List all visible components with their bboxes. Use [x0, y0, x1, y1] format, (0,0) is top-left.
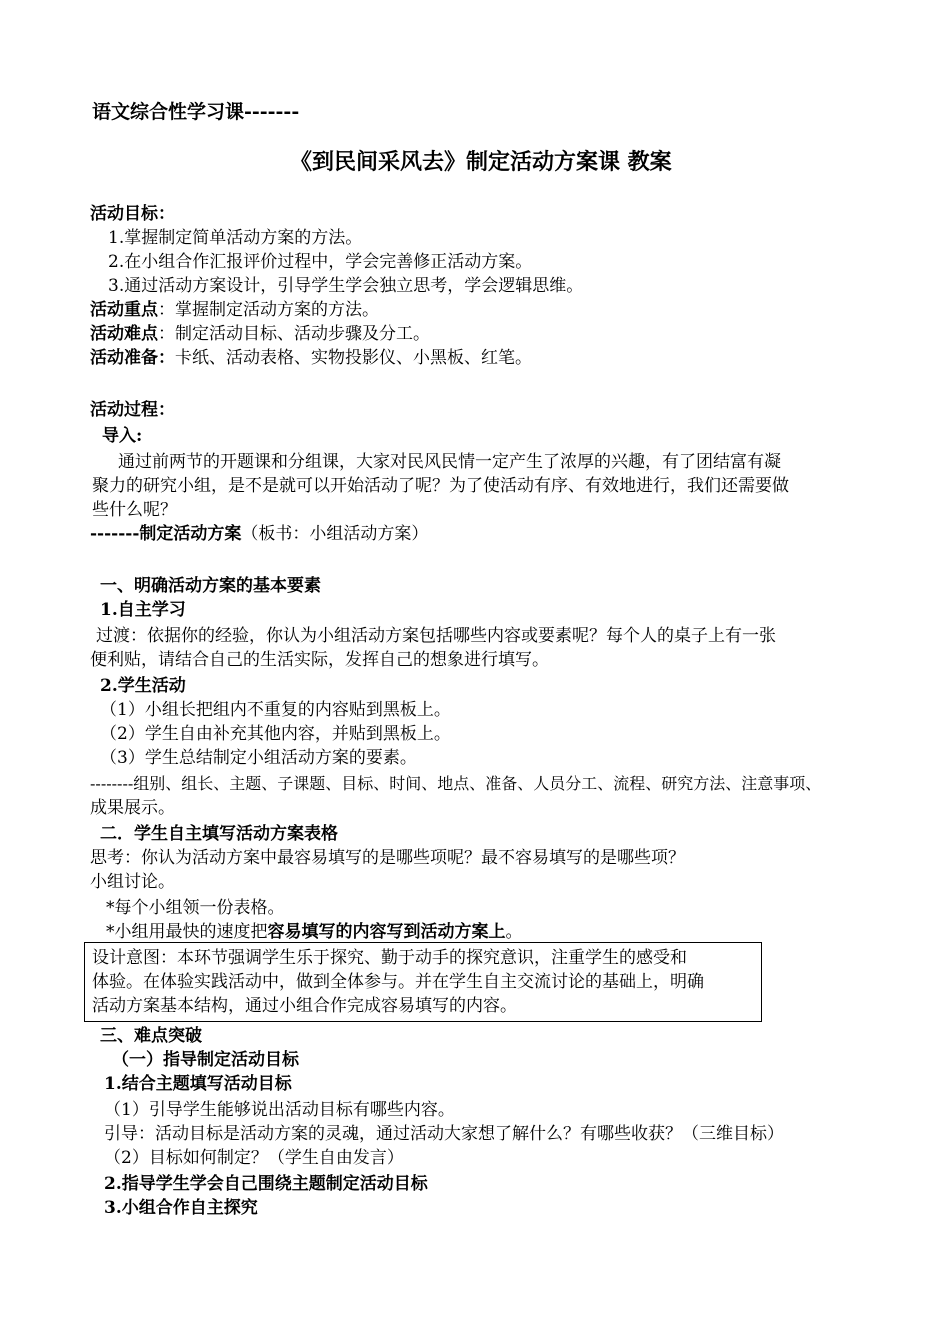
- goals-label: 活动目标：: [90, 204, 175, 224]
- transition-line: 便利贴，请结合自己的生活实际，发挥自己的想象进行填写。: [90, 650, 549, 670]
- section3-sub3: 3.小组合作自主探究: [104, 1198, 258, 1218]
- activity-item: （2）学生自由补充其他内容，并贴到黑板上。: [100, 724, 451, 744]
- elements-line: 成果展示。: [90, 798, 175, 818]
- course-heading: 语文综合性学习课-------: [92, 101, 300, 123]
- preparation-text: 卡纸、活动表格、实物投影仪、小黑板、红笔。: [175, 348, 532, 368]
- section3-heading: 三、难点突破: [100, 1026, 202, 1046]
- intro-label: 导入:: [102, 426, 143, 446]
- section1-sub1: 1.自主学习: [100, 600, 186, 620]
- goal-item: 3.通过活动方案设计，引导学生学会独立思考，学会逻辑思维。: [108, 276, 584, 296]
- section3-line: （2）目标如何制定？（学生自由发言）: [104, 1148, 404, 1168]
- page-title: 《到民间采风去》制定活动方案课 教案: [290, 149, 672, 175]
- section3-sub1: 1.结合主题填写活动目标: [104, 1074, 292, 1094]
- intro-paragraph-line: 通过前两节的开题课和分组课，大家对民风民情一定产生了浓厚的兴趣，有了团结富有凝: [118, 452, 781, 472]
- bullet-item: *每个小组领一份表格。: [106, 898, 285, 918]
- think-line: 思考：你认为活动方案中最容易填写的是哪些项呢？最不容易填写的是哪些项？: [90, 848, 685, 868]
- intro-paragraph-line: 些什么呢？: [92, 500, 177, 520]
- process-label: 活动过程：: [90, 400, 175, 420]
- design-intent-line: 设计意图：本环节强调学生乐于探究、勤于动手的探究意识，注重学生的感受和: [92, 948, 687, 968]
- preparation-line: [90, 346, 532, 370]
- plan-line: [90, 522, 428, 546]
- section3-sub2: 2.指导学生学会自己围绕主题制定活动目标: [104, 1174, 428, 1194]
- plan-note: （板书：小组活动方案）: [241, 524, 429, 544]
- discuss-line: 小组讨论。: [90, 872, 175, 892]
- difficulty-line: [90, 322, 430, 346]
- key-point-label: 活动重点: [90, 300, 158, 320]
- section3-line: 引导：活动目标是活动方案的灵魂，通过活动大家想了解什么？有哪些收获？（三维目标）: [104, 1124, 784, 1144]
- design-intent-line: 体验。在体验实践活动中，做到全体参与。并在学生自主交流讨论的基础上，明确: [92, 972, 704, 992]
- difficulty-label: 活动难点: [90, 324, 158, 344]
- key-point-text: ：掌握制定活动方案的方法。: [158, 300, 379, 320]
- section2-heading: 二．学生自主填写活动方案表格: [100, 824, 338, 844]
- section1-sub2: 2.学生活动: [100, 676, 186, 696]
- activity-item: （1）小组长把组内不重复的内容贴到黑板上。: [100, 700, 451, 720]
- bullet-item: [106, 920, 523, 944]
- section3-part1: （一）指导制定活动目标: [112, 1050, 299, 1070]
- elements-line: --------组别、组长、主题、子课题、目标、时间、地点、准备、人员分工、流程、研究方法、注意事项、: [90, 774, 822, 793]
- bullet2-suffix: 。: [505, 922, 523, 942]
- key-point-line: [90, 298, 379, 322]
- bullet2-prefix: *小组用最快的速度把: [106, 922, 268, 942]
- activity-item: （3）学生总结制定小组活动方案的要素。: [100, 748, 417, 768]
- section1-heading: 一、明确活动方案的基本要素: [100, 576, 321, 596]
- design-intent-line: 活动方案基本结构，通过小组合作完成容易填写的内容。: [92, 996, 517, 1016]
- goal-item: 2.在小组合作汇报评价过程中，学会完善修正活动方案。: [108, 252, 533, 272]
- preparation-label: 活动准备：: [90, 348, 175, 368]
- goal-item: 1.掌握制定简单活动方案的方法。: [108, 228, 363, 248]
- transition-line: 过渡：依据你的经验，你认为小组活动方案包括哪些内容或要素呢？每个人的桌子上有一张: [96, 626, 776, 646]
- intro-paragraph-line: 聚力的研究小组，是不是就可以开始活动了呢？为了使活动有序、有效地进行，我们还需要做: [92, 476, 789, 496]
- bullet2-bold: 容易填写的内容写到活动方案上: [267, 922, 506, 942]
- plan-bold: 制定活动方案: [139, 524, 242, 544]
- section3-line: （1）引导学生能够说出活动目标有哪些内容。: [104, 1100, 455, 1120]
- plan-prefix: -------: [90, 524, 140, 544]
- difficulty-text: ：制定活动目标、活动步骤及分工。: [158, 324, 430, 344]
